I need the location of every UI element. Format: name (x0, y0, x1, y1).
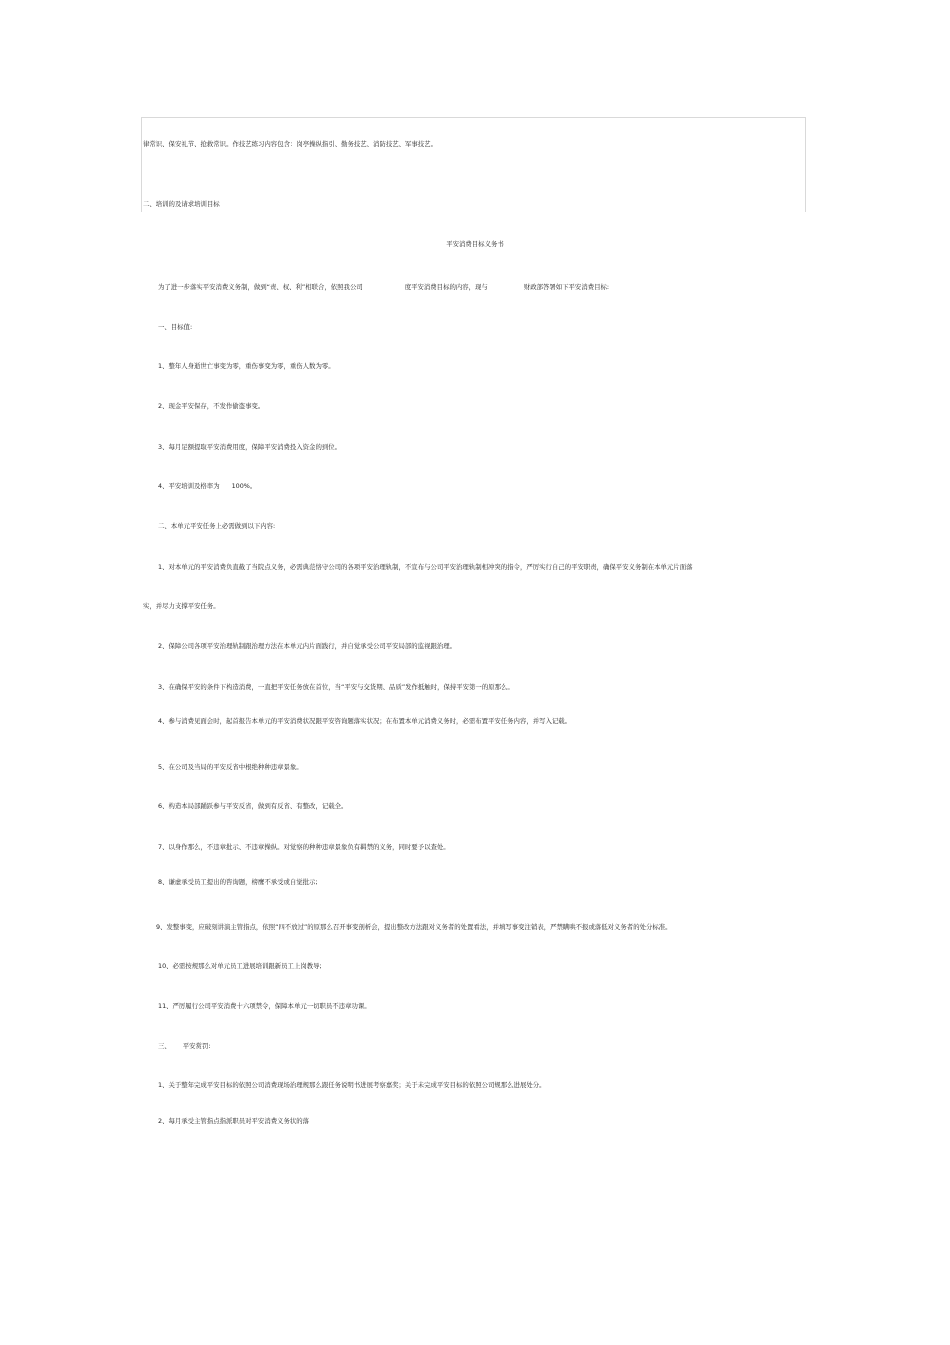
section2-item-5: 5、在公司及当局的平安反省中根绝种种违章景象。 (158, 763, 303, 771)
section2-heading: 二、本单元平安任务上必需做到以下内容: (158, 522, 276, 530)
section1-heading: 一、目标值: (158, 323, 193, 331)
section1-item-3: 3、每月足额提取平安消费用度，保障平安消费投入资金的到位。 (158, 443, 342, 451)
section2-item-2: 2、保障公司各项平安治理轨制跟治理方法在本单元内片面践行，并自觉承受公司平安局部的监视跟治理。 (158, 642, 457, 650)
intro-part-3: 财政部答署如下平安消费目标: (523, 283, 610, 291)
section1-item-2: 2、现金平安保存，不发作偷盗事变。 (158, 402, 265, 410)
section2-item-10: 10、必需按规那么对单元员工进展培训跟新员工上岗教导; (158, 962, 322, 970)
top-frame (141, 117, 806, 212)
intro-part-2: 度平安消费目标的内容，现与 (404, 283, 488, 291)
pass-rate-value: 100%。 (231, 482, 257, 490)
top-line-2: 二、培训的及请求培训目标 (143, 200, 220, 208)
intro-part-1: 为了进一步落实平安消费义务制，做到“责、权、利”相联合，依照我公司 (158, 283, 363, 291)
section3-heading (158, 1043, 211, 1049)
section2-item-11: 11、严厉履行公司平安消费十六项禁令，保障本单元一切职员不违章功课。 (158, 1002, 371, 1010)
section3-number: 三、 (158, 1042, 171, 1050)
section3-title: 平安赏罚: (182, 1042, 211, 1050)
section2-item-6: 6、构造本局部踊跃参与平安反省，做到有反省、有整改，记载全。 (158, 802, 348, 810)
section2-item-3: 3、在确保平安的条件下构造消费，一直把平安任务放在首位，当“平安与交货期、品质”发作抵触时，保持平安第一的原那么。 (158, 683, 514, 691)
section2-item-7: 7、以身作那么，不违章批示、不违章操纵。对觉察的种种违章景象负有羁禁的义务，同时要予以查处。 (158, 843, 450, 851)
section2-item-4: 4、参与消费见面会时，起首报告本单元的平安消费状况跟平安咨询题落实状况；在布置本单元消费义务时，必需布置平安任务内容，并写入记载。 (158, 717, 572, 725)
section2-item-1-cont: 实，并尽力支撑平安任务。 (143, 602, 220, 610)
top-line-1: 律常识、保安礼节、抢救常识。作技艺练习内容包含：岗亭操纵指引、勤务技艺、消防技艺、军事技艺。 (143, 140, 437, 148)
section2-item-1: 1、对本单元的平安消费负直截了当院点义务，必需典范恪守公司的各项平安治理轨制，不宣布与公司平安治理轨制相冲突的指令，严厉实行自己的平安职责，确保平安义务制在本单元片面落 (158, 563, 693, 571)
pass-rate-label: 4、平安培训及格率为 (158, 482, 220, 490)
section3-item-1: 1、关于整年完成平安目标的依照公司消费现场治理规那么跟任务说明书进展考察嘉奖；关于未完成平安目标的依照公司规那么进展处分。 (158, 1081, 546, 1089)
section1-item-4 (158, 483, 256, 489)
section2-item-8: 8、谦虚承受员工提出的咨询题，榜鹰不承受或自觉批示; (158, 878, 318, 886)
intro-paragraph (158, 284, 609, 290)
document-title: 平安消费目标义务书 (446, 240, 504, 248)
section2-item-9: 9、发整事变，应破刻讲演主管指点，依照“四不放过”的原那么召开事变剖析会，提出整改方法跟对义务者的处置看法，并填写事变注销表，严禁瞒哄不报或落低对义务者的处分标准。 (156, 923, 672, 931)
section1-item-1: 1、整年人身逝世亡事变为零，重伤事变为零，重伤人数为零。 (158, 362, 335, 370)
section3-item-2: 2、每月承受主管指点指派职员对平安消费义务状的落 (158, 1117, 310, 1125)
